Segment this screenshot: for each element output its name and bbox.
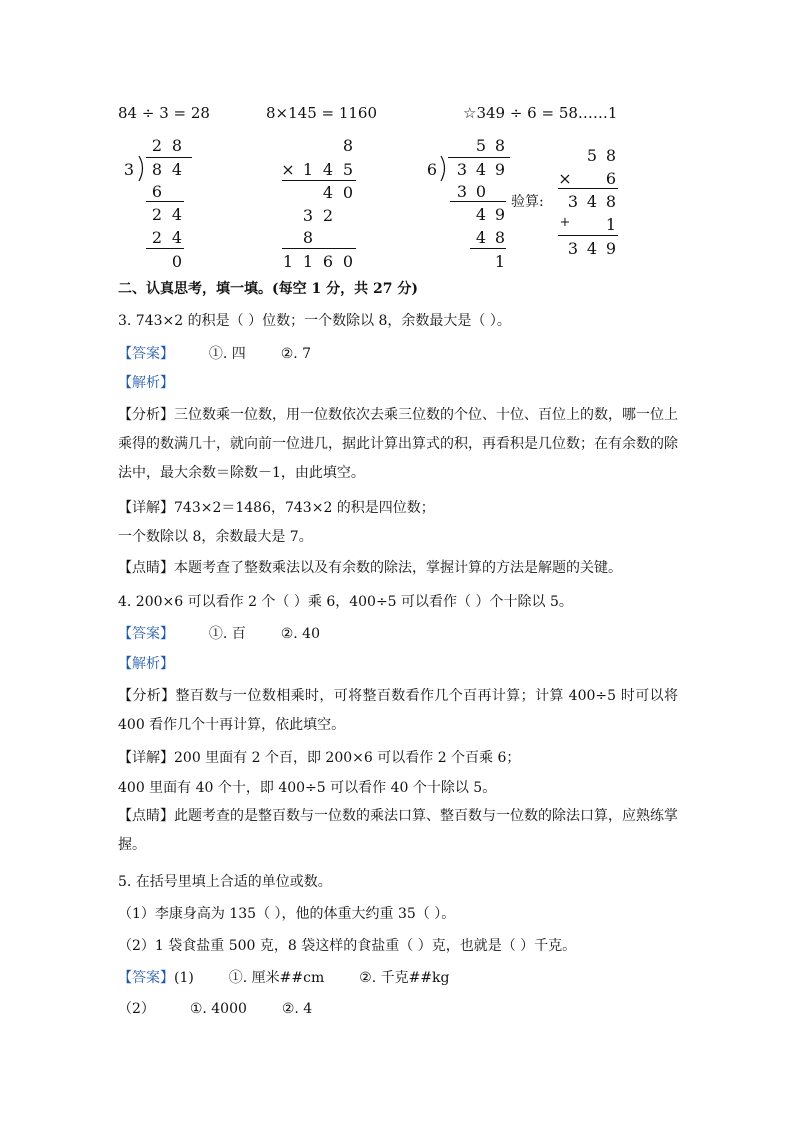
- rule: [470, 248, 506, 249]
- digit: 2: [322, 206, 334, 225]
- digit: 0: [171, 252, 183, 271]
- digit: 4: [171, 228, 183, 247]
- equation-1: 84 ÷ 3 = 28: [118, 104, 210, 122]
- answer-label: 【答案】: [118, 970, 174, 986]
- jiexi-label: 【解析】: [118, 656, 174, 672]
- digit: 4: [322, 160, 334, 179]
- digit: 8: [302, 228, 314, 247]
- answer-row-q5-2: [118, 999, 312, 1019]
- digit: 8: [151, 160, 163, 179]
- digit: 5: [475, 136, 487, 155]
- question-5: 5. 在括号里填上合适的单位或数。: [118, 874, 332, 890]
- jiexi-label: 【解析】: [118, 375, 174, 391]
- rule: [558, 188, 618, 189]
- digit: 0: [475, 182, 487, 201]
- equation-2: 8×145 = 1160: [266, 104, 378, 122]
- digit: 4: [586, 239, 598, 258]
- digit: 5: [586, 146, 598, 165]
- rule: [558, 235, 618, 236]
- question-5-sub2: （2）1 袋食盐重 500 克，8 袋这样的食盐重（ ）克，也就是（ ）千克。: [118, 938, 577, 954]
- digit: 6: [151, 182, 163, 201]
- answer-row-q5-1: [118, 968, 450, 988]
- digit: 8: [171, 136, 183, 155]
- digit: 1: [302, 252, 314, 271]
- comment-text: 此题考查的是整百数与一位数的乘法口算、整百数与一位数的除法口算，应熟练掌握。: [118, 808, 678, 853]
- digit: 8: [605, 146, 617, 165]
- digit: 2: [151, 136, 163, 155]
- digit: 9: [494, 205, 506, 224]
- digit: 4: [586, 192, 598, 211]
- digit: 8: [342, 136, 354, 155]
- digit: 1: [302, 160, 314, 179]
- analysis-text: 整百数与一位数相乘时，可将整百数看作几个百再计算；计算 400÷5 时可以将 400 看作几个十再计算，依此填空。: [118, 688, 678, 733]
- digit: 9: [605, 239, 617, 258]
- comment-text: 本题考查了整数乘法以及有余数的除法，掌握计算的方法是解题的关键。: [174, 560, 622, 576]
- detail-text: 743×2＝1486，743×2 的积是四位数；: [174, 500, 435, 516]
- answer-prefix: (1): [174, 970, 194, 986]
- digit: 4: [171, 205, 183, 224]
- answer-2: ②. 4: [281, 1001, 313, 1017]
- answer-label: 【答案】: [118, 346, 174, 362]
- digit: 3: [567, 192, 579, 211]
- digit: 0: [342, 183, 354, 202]
- answer-1: ①. 四: [208, 346, 246, 362]
- times-sign: ×: [558, 169, 572, 188]
- digit: 4: [171, 160, 183, 179]
- answer-2: ②. 40: [280, 626, 320, 642]
- analysis-q4: [118, 682, 678, 740]
- detail-text: 200 里面有 2 个百，即 200×6 可以看作 2 个百乘 6；: [174, 750, 521, 766]
- question-3: 3. 743×2 的积是（ ）位数；一个数除以 8，余数最大是（ ）。: [118, 313, 511, 329]
- dianjing-label: 【点睛】: [118, 808, 174, 824]
- digit: 5: [342, 160, 354, 179]
- question-4: 4. 200×6 可以看作 2 个（ ）乘 6，400÷5 可以看作（ ）个十除以 5。: [118, 594, 573, 610]
- detail-q3-line2: 一个数除以 8，余数最大是 7。: [118, 529, 313, 545]
- question-5-sub1: （1）李康身高为 135（ ），他的体重大约重 35（ ）。: [118, 906, 456, 922]
- digit: 1: [494, 252, 506, 271]
- comment-q3: [118, 558, 622, 578]
- division-bracket: [136, 155, 148, 183]
- rule: [282, 180, 356, 181]
- digit: 4: [475, 160, 487, 179]
- plus-sign: +: [559, 215, 571, 230]
- comment-q4: [118, 802, 678, 860]
- digit: 4: [475, 205, 487, 224]
- digit: 9: [494, 160, 506, 179]
- dianjing-label: 【点睛】: [118, 560, 174, 576]
- digit: 4: [475, 228, 487, 247]
- detail-q3-line1: [118, 498, 435, 518]
- digit: 3: [302, 206, 314, 225]
- xiangjie-label: 【详解】: [118, 500, 174, 516]
- digit: 8: [494, 136, 506, 155]
- digit: 1: [282, 252, 294, 271]
- digit: 1: [605, 215, 617, 234]
- digit: 0: [342, 252, 354, 271]
- answer-2: ②. 7: [280, 346, 312, 362]
- digit: 6: [426, 160, 438, 179]
- detail-q4-line2: 400 里面有 40 个十，即 400÷5 可以看作 40 个十除以 5。: [118, 780, 497, 796]
- division-bar: [448, 157, 510, 158]
- digit: 2: [151, 228, 163, 247]
- analysis-q3: [118, 401, 678, 488]
- answer-row-q3: [118, 344, 311, 364]
- digit: 8: [494, 228, 506, 247]
- division-bar: [146, 157, 192, 158]
- digit: 6: [605, 169, 617, 188]
- rule: [146, 248, 184, 249]
- digit: 3: [123, 160, 135, 179]
- digit: 3: [456, 160, 468, 179]
- digit: 6: [322, 252, 334, 271]
- section-title: 二、认真思考，填一填。(每空 1 分，共 27 分): [118, 281, 418, 297]
- detail-q4-line1: [118, 748, 520, 768]
- digit: 8: [605, 192, 617, 211]
- digit: 2: [151, 205, 163, 224]
- division-bracket: [438, 155, 450, 183]
- rule: [450, 201, 506, 202]
- answer-2: ②. 千克##kg: [359, 970, 450, 986]
- answer-1: ①. 百: [208, 626, 246, 642]
- check-label: 验算:: [511, 194, 544, 210]
- answer-1: ①. 厘米##cm: [228, 970, 325, 986]
- answer-row-q4: [118, 624, 320, 644]
- answer-prefix: （2）: [118, 1001, 155, 1017]
- fenxi-label: 【分析】: [118, 688, 176, 704]
- answer-1: ①. 4000: [189, 1001, 247, 1017]
- xiangjie-label: 【详解】: [118, 750, 174, 766]
- analysis-text: 三位数乘一位数，用一位数依次去乘三位数的个位、十位、百位上的数，哪一位上乘得的数满几十，就向前一位进几，据此计算出算式的积，再看积是几位数；在有余数的除法中，最大余数＝除数－1，由此填空。: [118, 407, 678, 481]
- equation-3: ☆349 ÷ 6 = 58……1: [463, 104, 618, 122]
- times-sign: ×: [281, 160, 295, 179]
- digit: 3: [456, 182, 468, 201]
- digit: 3: [567, 239, 579, 258]
- digit: 4: [322, 183, 334, 202]
- answer-label: 【答案】: [118, 626, 174, 642]
- rule: [282, 248, 356, 249]
- rule: [146, 201, 184, 202]
- fenxi-label: 【分析】: [118, 407, 174, 423]
